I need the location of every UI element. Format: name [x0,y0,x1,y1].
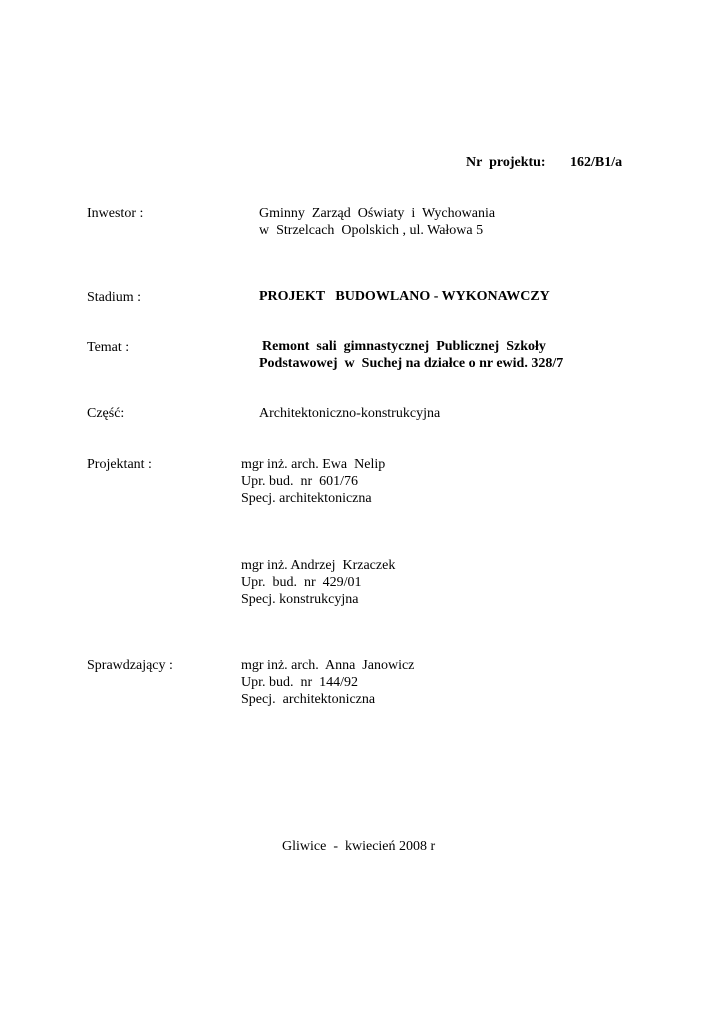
investor-label: Inwestor : [87,206,144,221]
designer-1-license: Upr. bud. nr 601/76 [241,474,359,489]
checker-name: mgr inż. arch. Anna Janowicz [241,658,415,673]
part-label: Część: [87,406,125,421]
checker-label: Sprawdzający : [87,658,173,673]
stage-label: Stadium : [87,290,142,305]
designer-label: Projektant : [87,457,152,472]
designer-2-license: Upr. bud. nr 429/01 [241,575,362,590]
stage-value: PROJEKT BUDOWLANO - WYKONAWCZY [259,289,550,304]
project-number-label: Nr projektu: [466,155,546,170]
designer-1-name: mgr inż. arch. Ewa Nelip [241,457,386,472]
designer-1-specialty: Specj. architektoniczna [241,491,372,506]
investor-line-1: Gminny Zarząd Oświaty i Wychowania [259,206,496,221]
part-value: Architektoniczno-konstrukcyjna [259,406,441,421]
checker-license: Upr. bud. nr 144/92 [241,675,359,690]
designer-2-name: mgr inż. Andrzej Krzaczek [241,558,396,573]
checker-specialty: Specj. architektoniczna [241,692,376,707]
subject-label: Temat : [87,340,130,355]
investor-line-2: w Strzelcach Opolskich , ul. Wałowa 5 [259,223,484,238]
subject-line-1: Remont sali gimnastycznej Publicznej Szkoły [262,339,546,354]
project-number-value: 162/B1/a [570,155,623,170]
place-date: Gliwice - kwiecień 2008 r [282,839,436,854]
subject-line-2: Podstawowej w Suchej na działce o nr ewid. 328/7 [259,356,564,371]
designer-2-specialty: Specj. konstrukcyjna [241,592,359,607]
